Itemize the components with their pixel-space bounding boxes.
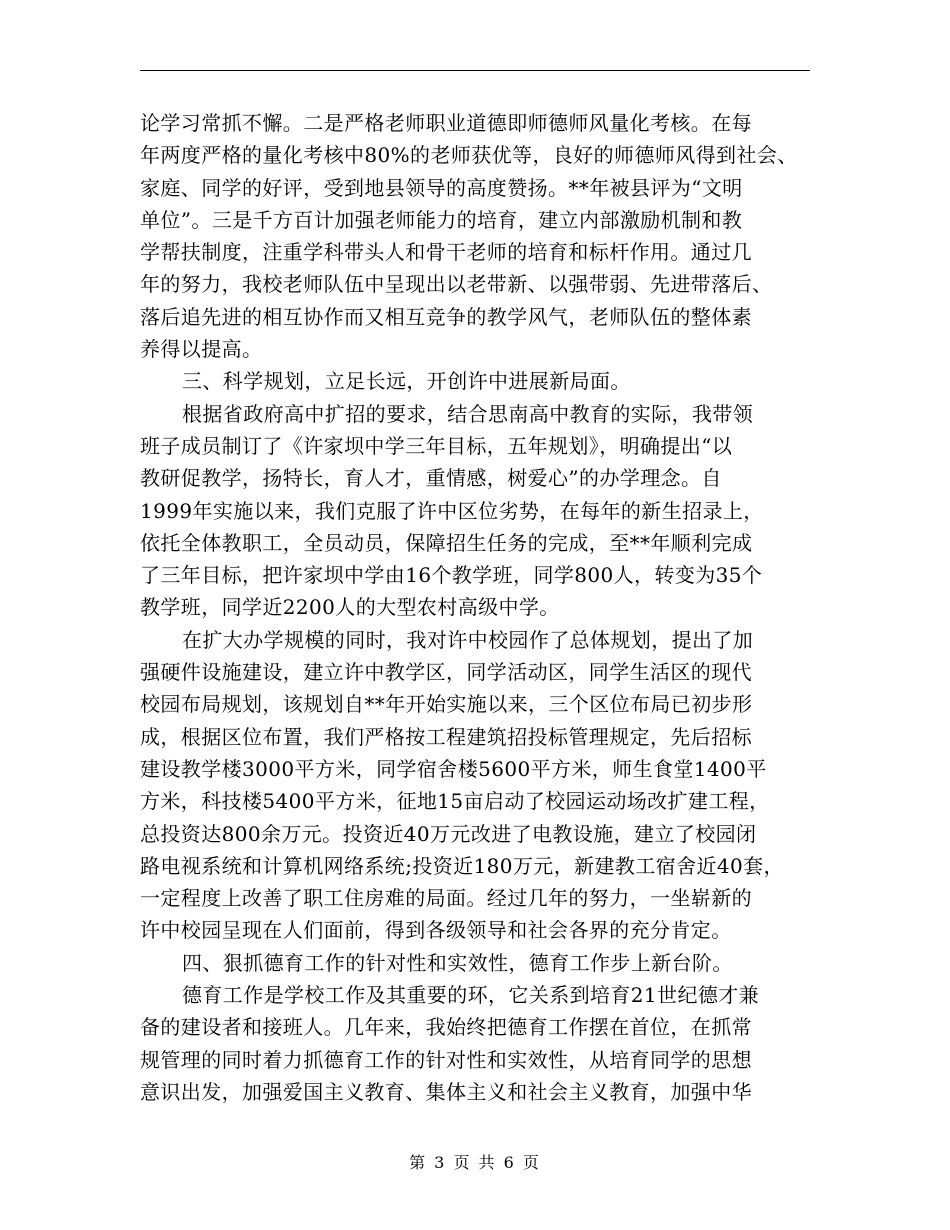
text-line: 学帮扶制度，注重学科带头人和骨干老师的培育和标杆作用。通过几 xyxy=(140,240,752,265)
text-line: 1999年实施以来，我们克服了许中区位劣势，在每年的新生招录上， xyxy=(140,498,764,523)
text-line: 论学习常抓不懈。二是严格老师职业道德即师德师风量化考核。在每 xyxy=(140,111,752,135)
text-line: 成，根据区位布置，我们严格按工程建筑招投标管理规定，先后招标 xyxy=(140,724,752,749)
text-line: 依托全体教职工，全员动员，保障招生任务的完成，至**年顺利完成 xyxy=(140,530,753,555)
text-line: 年的努力，我校老师队伍中呈现出以老带新、以强带弱、先进带落后、 xyxy=(140,272,773,297)
text-line: 教学班，同学近2200人的大型农村高级中学。 xyxy=(140,595,560,620)
text-line: 方米，科技楼5400平方米，征地15亩启动了校园运动场改扩建工程， xyxy=(140,789,770,814)
text-line: 强硬件设施建设，建立许中教学区，同学活动区，同学生活区的现代 xyxy=(140,660,752,685)
text-line: 意识出发，加强爱国主义教育、集体主义和社会主义教育，加强中华 xyxy=(140,1079,752,1104)
text-line: 落后追先进的相互协作而又相互竞争的教学风气，老师队伍的整体素 xyxy=(140,304,752,329)
text-line: 备的建设者和接班人。几年来，我始终把德育工作摆在首位，在抓常 xyxy=(140,1015,752,1040)
text-line: 总投资达800余万元。投资近40万元改进了电教设施，建立了校园闭 xyxy=(140,821,757,846)
document-body xyxy=(140,107,830,1108)
section-heading: 四、狠抓德育工作的针对性和实效性，德育工作步上新台阶。 xyxy=(182,950,733,975)
text-line: 班子成员制订了《许家坝中学三年目标，五年规划》，明确提出“以 xyxy=(140,433,733,458)
text-line: 了三年目标，把许家坝中学由16个教学班，同学800人，转变为35个 xyxy=(140,563,763,588)
header-rule xyxy=(140,70,810,71)
text-line: 许中校园呈现在人们面前，得到各级领导和社会各界的充分肯定。 xyxy=(140,918,732,943)
text-line: 教研促教学，扬特长，育人才，重情感，树爱心”的办学理念。自 xyxy=(140,466,722,491)
text-line: 根据省政府高中扩招的要求，结合思南高中教育的实际，我带领 xyxy=(182,401,754,426)
text-line: 规管理的同时着力抓德育工作的针对性和实效性，从培育同学的思想 xyxy=(140,1047,752,1072)
text-line: 建设教学楼3000平方米，同学宿舍楼5600平方米，师生食堂1400平 xyxy=(140,756,767,781)
text-line: 家庭、同学的好评，受到地县领导的高度赞扬。**年被县评为“文明 xyxy=(140,175,743,200)
text-line: 一定程度上改善了职工住房难的局面。经过几年的努力，一坐崭新的 xyxy=(140,886,752,911)
text-line: 养得以提高。 xyxy=(140,337,263,362)
text-line: 在扩大办学规模的同时，我对许中校园作了总体规划，提出了加 xyxy=(182,627,754,652)
section-heading: 三、科学规划，立足长远，开创许中进展新局面。 xyxy=(182,369,631,394)
text-line: 校园布局规划，该规划自**年开始实施以来，三个区位布局已初步形 xyxy=(140,692,753,717)
page-number: 第 3 页 共 6 页 xyxy=(409,1153,541,1172)
text-line: 年两度严格的量化考核中80%的老师获优等，良好的师德师风得到社会、 xyxy=(140,143,798,168)
text-line: 单位”。三是千方百计加强老师能力的培育，建立内部激励机制和教 xyxy=(140,207,743,232)
text-line: 德育工作是学校工作及其重要的环，它关系到培育21世纪德才兼 xyxy=(182,983,760,1008)
text-line: 路电视系统和计算机网络系统;投资近180万元，新建教工宿舍近40套， xyxy=(140,853,784,878)
